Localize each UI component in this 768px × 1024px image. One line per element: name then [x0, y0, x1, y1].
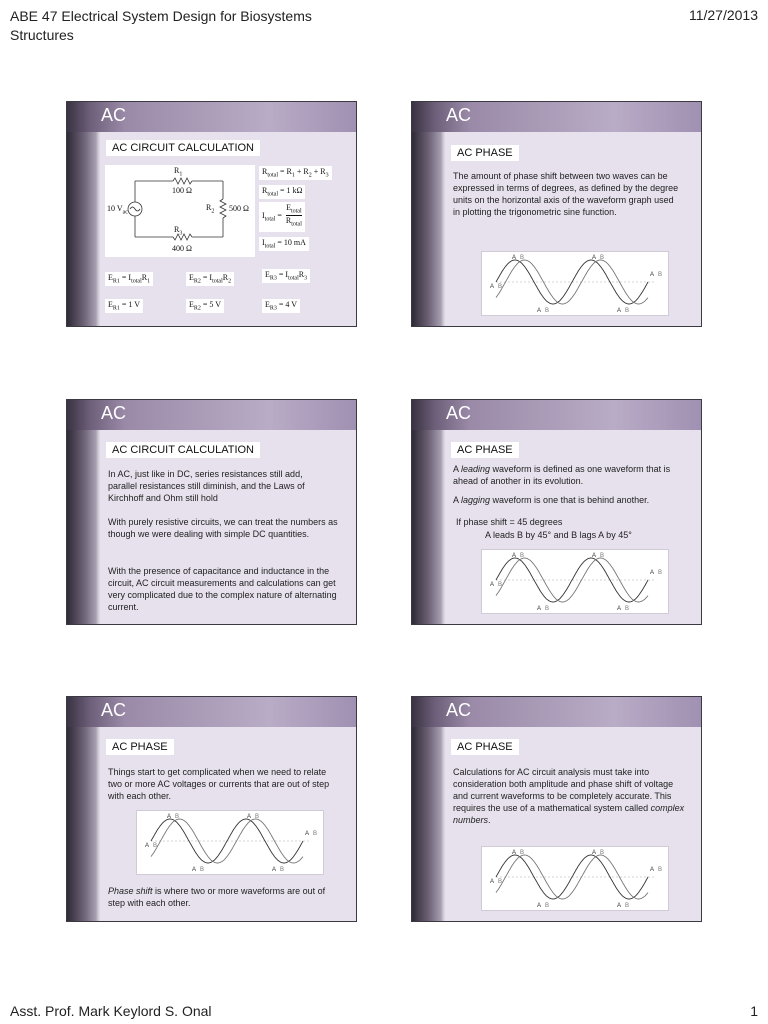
lagging-definition: A lagging waveform is one that is behind another.: [453, 495, 650, 505]
wave-label-b: B: [255, 814, 260, 820]
wave-label-b: B: [625, 606, 630, 612]
r2-label: $R_2$: [206, 203, 215, 215]
slide-title: AC: [446, 700, 472, 720]
wave-label-a: A: [512, 553, 517, 559]
paragraph-2: With purely resistive circuits, we can treat the numbers as though we were dealing with simple DC quantities.: [108, 517, 338, 539]
r1-value: 100 Ω: [172, 186, 192, 195]
wave-label-b: B: [625, 308, 630, 314]
slide-body: [100, 430, 357, 625]
slide-heading: AC PHASE: [106, 739, 174, 755]
wave-label-b: B: [498, 879, 503, 885]
wave-label-a: A: [490, 582, 495, 588]
paragraph-1: Things start to get complicated when we need to relate two or more AC voltages or currents that are out of step with each other.: [108, 767, 330, 801]
slide-5: [66, 696, 357, 922]
wave-label-b: B: [545, 606, 550, 612]
phase-description: The amount of phase shift between two waves can be expressed in terms of degrees, as defined by the degree units on the horizontal axis of the waveform graph used in plotting the trigonometric sine function.: [453, 171, 679, 217]
r2-value: 500 Ω: [229, 204, 249, 213]
slide-body: [445, 727, 702, 922]
wave-label-a: A: [272, 867, 277, 873]
phase-waveform: [481, 549, 669, 614]
r3-label: $R_3$: [174, 225, 183, 237]
slide-body: [445, 132, 702, 327]
slide-title: AC: [446, 403, 472, 423]
slide-body: [100, 132, 357, 327]
wave-label-a: A: [512, 850, 517, 856]
slide-body: [445, 430, 702, 625]
wave-label-a: A: [192, 867, 197, 873]
wave-label-a: A: [650, 272, 655, 278]
wave-label-b: B: [498, 582, 503, 588]
slide-heading: AC CIRCUIT CALCULATION: [106, 442, 260, 458]
wave-label-b: B: [520, 850, 525, 856]
itotal-value-equation: $I_{total} = 10$ mA: [259, 237, 309, 251]
paragraph-3: With the presence of capacitance and inductance in the circuit, AC circuit measurements and calculations can get very complicated due to the complex nature of alternating current.: [108, 566, 337, 612]
lead-lag-statement: A leads B by 45° and B lags A by 45°: [485, 530, 632, 540]
phase-waveform: [481, 846, 669, 911]
wave-label-a: A: [537, 903, 542, 909]
er2-formula: $E_{R2} = I_{total}R_2$: [186, 272, 234, 286]
complex-numbers-paragraph: Calculations for AC circuit analysis must take into consideration both amplitude and phase shift of voltage and current waveforms to be completely accurate. This requires the use of a mathematical system called complex numbers.: [453, 767, 685, 825]
phase-shift-example: If phase shift = 45 degrees: [456, 517, 563, 527]
wave-label-a: A: [490, 879, 495, 885]
slide-4: [411, 399, 702, 625]
slide-heading: AC CIRCUIT CALCULATION: [106, 140, 260, 156]
er1-formula: $E_{R1} = I_{total}R_1$: [105, 272, 153, 286]
wave-label-b: B: [545, 308, 550, 314]
wave-label-a: A: [537, 606, 542, 612]
slide-title: AC: [101, 700, 127, 720]
wave-label-a: A: [592, 850, 597, 856]
er1-result: $E_{R1} = 1$ V: [105, 299, 143, 313]
wave-label-b: B: [175, 814, 180, 820]
phase-waveform: [481, 251, 669, 316]
leading-definition: A leading waveform is defined as one waveform that is ahead of another in its evolution.: [453, 464, 671, 486]
circuit-diagram: [105, 165, 255, 257]
slide-3: [66, 399, 357, 625]
source-label: 10 $V_{ac}$: [107, 204, 128, 216]
page-number: 1: [750, 1003, 758, 1019]
slide-heading: AC PHASE: [451, 442, 519, 458]
wave-label-b: B: [600, 255, 605, 261]
wave-label-b: B: [545, 903, 550, 909]
wave-label-b: B: [600, 553, 605, 559]
slide-heading: AC PHASE: [451, 145, 519, 161]
wave-label-a: A: [167, 814, 172, 820]
wave-label-a: A: [650, 867, 655, 873]
wave-label-b: B: [658, 272, 663, 278]
phase-waveform: [136, 810, 324, 875]
wave-label-b: B: [520, 553, 525, 559]
wave-label-a: A: [490, 284, 495, 290]
wave-label-b: B: [658, 570, 663, 576]
wave-label-b: B: [498, 284, 503, 290]
waveform-graph: [482, 252, 668, 315]
wave-label-a: A: [617, 903, 622, 909]
rtotal-value-equation: $R_{total} = 1$ kΩ: [259, 185, 305, 199]
waveform-graph: [482, 550, 668, 613]
er2-result: $E_{R2} = 5$ V: [186, 299, 224, 313]
wave-label-b: B: [153, 843, 158, 849]
wave-label-a: A: [617, 308, 622, 314]
page-date: 11/27/2013: [688, 7, 758, 23]
wave-label-a: A: [617, 606, 622, 612]
wave-label-a: A: [512, 255, 517, 261]
r1-label: $R_1$: [174, 166, 183, 178]
slide-heading: AC PHASE: [451, 739, 519, 755]
er3-result: $E_{R3} = 4$ V: [262, 299, 300, 313]
slide-body: [100, 727, 357, 922]
course-title: ABE 47 Electrical System Design for Biosystems Structures: [10, 8, 312, 43]
wave-label-b: B: [280, 867, 285, 873]
phase-shift-definition: Phase shift is where two or more waveforms are out of step with each other.: [108, 886, 326, 908]
wave-label-a: A: [305, 831, 310, 837]
wave-label-a: A: [650, 570, 655, 576]
waveform-graph: [482, 847, 668, 910]
rtotal-sum-equation: $R_{total} = R_1 + R_2 + R_3$: [259, 166, 332, 180]
itotal-fraction-equation: $I_{total}$ = $E_{total}$ $R_{total}$: [259, 202, 305, 232]
slide-6: [411, 696, 702, 922]
slide-title: AC: [101, 403, 127, 423]
author-name: Asst. Prof. Mark Keylord S. Onal: [10, 1003, 212, 1019]
wave-label-a: A: [247, 814, 252, 820]
wave-label-b: B: [625, 903, 630, 909]
wave-label-b: B: [520, 255, 525, 261]
wave-label-a: A: [537, 308, 542, 314]
er3-formula: $E_{R3} = I_{total}R_3$: [262, 269, 310, 283]
paragraph-1: In AC, just like in DC, series resistances still add, parallel resistances still diminish, and the Laws of Kirchhoff and Ohm still hold: [108, 469, 305, 503]
wave-label-b: B: [600, 850, 605, 856]
wave-label-b: B: [200, 867, 205, 873]
wave-label-a: A: [592, 553, 597, 559]
wave-label-a: A: [592, 255, 597, 261]
r3-value: 400 Ω: [172, 244, 192, 253]
wave-label-b: B: [658, 867, 663, 873]
slide-2: [411, 101, 702, 327]
wave-label-a: A: [145, 843, 150, 849]
wave-label-b: B: [313, 831, 318, 837]
slide-title: AC: [101, 105, 127, 125]
slide-title: AC: [446, 105, 472, 125]
waveform-graph: [137, 811, 323, 874]
slide-1: [66, 101, 357, 327]
